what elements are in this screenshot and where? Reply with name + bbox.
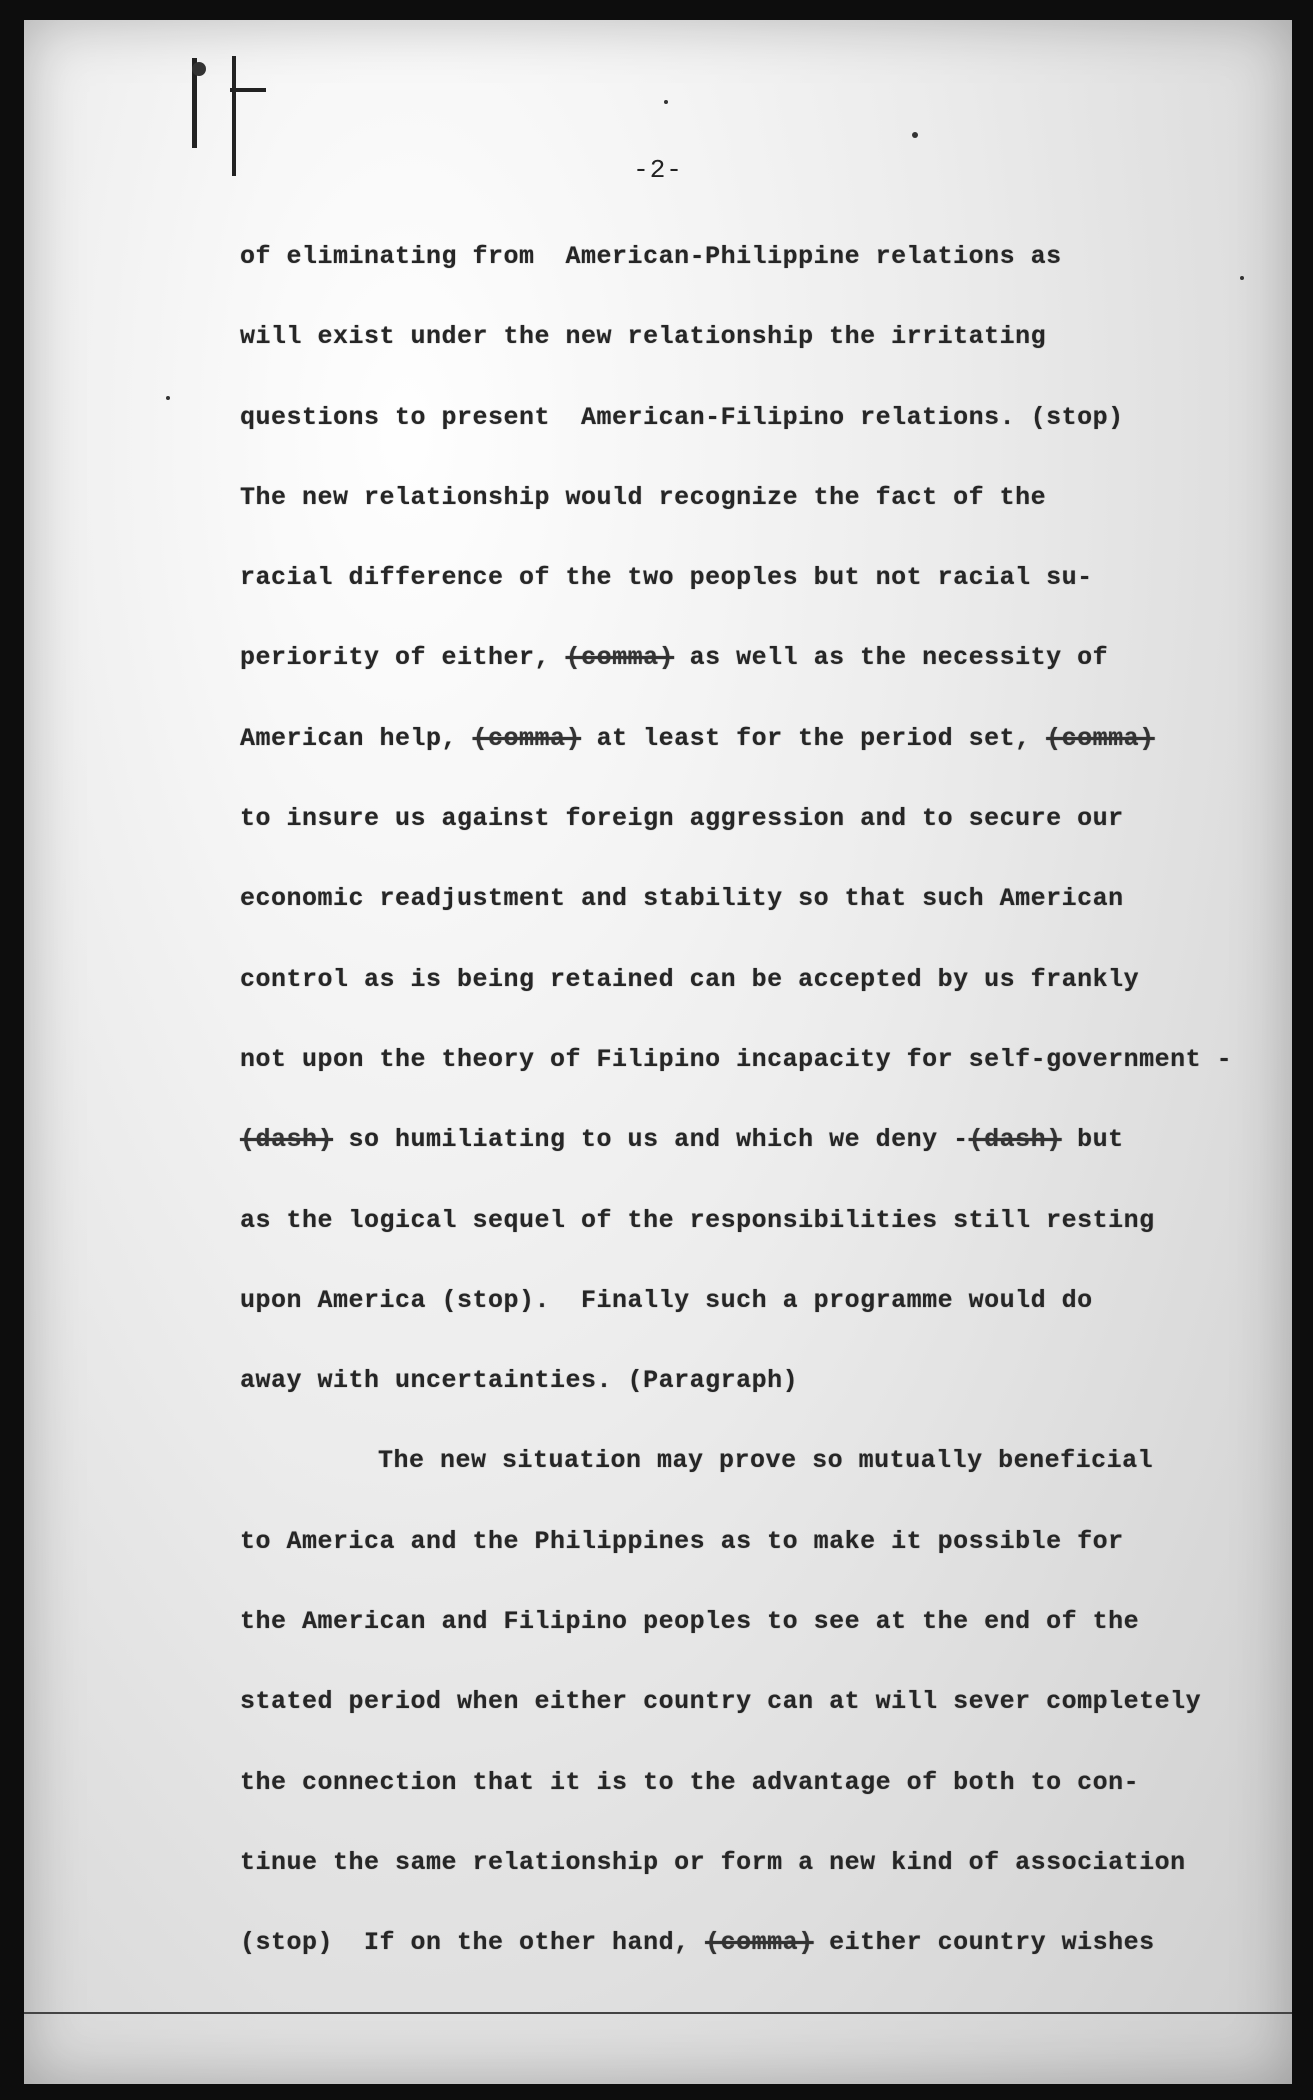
text-line: (dash) so humiliating to us and which we deny -(dash) but — [240, 1125, 1124, 1155]
page-number: -2- — [633, 155, 683, 185]
ink-speck — [664, 100, 668, 104]
document-page — [24, 20, 1292, 2084]
text-line: the connection that it is to the advantage of both to con- — [240, 1767, 1140, 1797]
struck-word: (comma) — [1046, 723, 1155, 753]
text-line: The new situation may prove so mutually beneficial — [378, 1446, 1154, 1476]
text-line: as the logical sequel of the responsibilities still resting — [240, 1205, 1155, 1235]
struck-word: (dash) — [968, 1125, 1062, 1155]
typed-text-body — [240, 234, 1280, 2001]
struck-word: (comma) — [565, 643, 675, 673]
text-line: to insure us against foreign aggression and to secure our — [240, 804, 1124, 834]
text-line: to America and the Philippines as to make it possible for — [240, 1526, 1124, 1556]
text-line: tinue the same relationship or form a new kind of association — [240, 1847, 1186, 1877]
struck-word: (comma) — [705, 1928, 814, 1958]
struck-word: (comma) — [472, 723, 582, 753]
text-line: periority of either, (comma) as well as the necessity of — [240, 643, 1109, 673]
text-line: questions to present American-Filipino relations. (stop) — [240, 402, 1124, 432]
text-line: not upon the theory of Filipino incapacity for self-government - — [240, 1044, 1233, 1074]
text-line: upon America (stop). Finally such a programme would do — [240, 1285, 1093, 1315]
ink-speck — [192, 62, 206, 76]
binding-mark — [230, 88, 266, 92]
ink-speck — [166, 396, 170, 400]
text-line: racial difference of the two peoples but not racial su- — [240, 563, 1093, 593]
text-line: control as is being retained can be accepted by us frankly — [240, 964, 1140, 994]
bottom-rule — [24, 2012, 1292, 2014]
text-line: economic readjustment and stability so that such American — [240, 884, 1124, 914]
text-line: (stop) If on the other hand, (comma) either country wishes — [240, 1928, 1155, 1958]
text-line: The new relationship would recognize the fact of the — [240, 482, 1047, 512]
text-line: away with uncertainties. (Paragraph) — [240, 1366, 799, 1396]
struck-word: (dash) — [240, 1125, 334, 1155]
text-line: will exist under the new relationship the irritating — [240, 322, 1047, 352]
text-line: the American and Filipino peoples to see at the end of the — [240, 1607, 1140, 1637]
ink-speck — [912, 132, 918, 138]
text-line: stated period when either country can at will sever completely — [240, 1687, 1202, 1717]
text-line: of eliminating from American-Philippine relations as — [240, 242, 1062, 271]
text-line: American help, (comma) at least for the period set, (comma) — [240, 723, 1155, 753]
